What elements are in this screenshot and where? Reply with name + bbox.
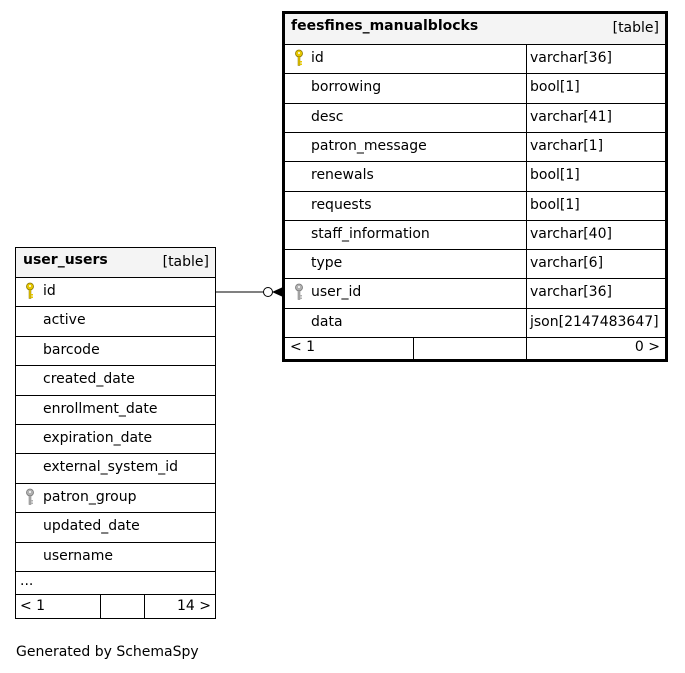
footer-right: 0 > (634, 339, 660, 355)
column-row[interactable] (16, 277, 215, 306)
column-row[interactable] (285, 308, 665, 337)
column-row[interactable] (16, 395, 215, 424)
column-type: varchar[36] (530, 284, 612, 301)
column-row[interactable] (16, 512, 215, 541)
column-name: patron_message (311, 137, 427, 154)
column-type: varchar[41] (530, 108, 612, 125)
column-type: bool[1] (530, 167, 580, 184)
column-name: type (311, 255, 343, 272)
table-header (16, 248, 215, 277)
column-name: username (43, 547, 113, 564)
column-name: expiration_date (43, 430, 153, 446)
column-row[interactable] (16, 336, 215, 365)
column-row[interactable] (16, 365, 215, 394)
column-row[interactable] (285, 191, 665, 220)
column-row[interactable] (16, 453, 215, 482)
column-name: borrowing (311, 79, 382, 96)
footer-right: 14 > (177, 598, 211, 614)
footer-left: < 1 (290, 339, 316, 355)
column-name: id (311, 50, 324, 66)
column-row[interactable] (16, 306, 215, 335)
column-type: bool[1] (530, 79, 580, 96)
ellipsis: ... (20, 573, 34, 589)
table-name: feesfines_manualblocks (291, 18, 479, 34)
column-row[interactable] (285, 278, 665, 307)
foreign-key-icon (25, 488, 35, 506)
column-name: patron_group (43, 488, 137, 505)
column-name: desc (311, 108, 344, 125)
generated-by-credit: Generated by SchemaSpy (16, 644, 199, 660)
foreign-key-icon (294, 283, 304, 301)
table-kind: [table] (612, 20, 659, 36)
table-footer (285, 336, 665, 359)
column-type: varchar[1] (530, 137, 604, 154)
zero-optional-symbol (264, 288, 273, 297)
primary-key-icon (294, 49, 304, 67)
column-row[interactable] (285, 249, 665, 278)
footer-left: < 1 (20, 598, 46, 614)
column-name: requests (311, 196, 372, 213)
column-type: bool[1] (530, 196, 580, 213)
table-name: user_users (23, 252, 108, 268)
column-type: json[2147483647] (530, 313, 659, 330)
column-row[interactable] (285, 103, 665, 132)
column-name: user_id (311, 284, 362, 301)
column-row[interactable] (285, 220, 665, 249)
column-row[interactable] (285, 132, 665, 161)
column-name: created_date (43, 371, 135, 388)
column-row[interactable] (16, 483, 215, 512)
column-name: external_system_id (43, 459, 178, 476)
column-type: varchar[36] (530, 50, 612, 66)
column-row[interactable] (285, 161, 665, 190)
primary-key-icon (25, 282, 35, 300)
table-feesfines-manualblocks[interactable] (282, 11, 668, 362)
column-row[interactable] (285, 73, 665, 102)
column-row[interactable] (16, 542, 215, 571)
column-row[interactable] (285, 44, 665, 73)
ellipsis-row (16, 571, 215, 594)
column-name: enrollment_date (43, 400, 158, 417)
column-name: updated_date (43, 518, 140, 535)
column-row[interactable] (16, 424, 215, 453)
table-footer (16, 595, 215, 618)
column-name: renewals (311, 167, 374, 184)
column-name: staff_information (311, 225, 430, 242)
column-name: barcode (43, 341, 100, 358)
column-type: varchar[40] (530, 225, 612, 242)
table-kind: [table] (162, 254, 209, 270)
table-header (285, 14, 665, 44)
column-name: active (43, 312, 86, 329)
column-name: id (43, 283, 56, 299)
column-name: data (311, 313, 343, 330)
table-user-users[interactable] (15, 247, 216, 619)
column-type: varchar[6] (530, 255, 604, 272)
